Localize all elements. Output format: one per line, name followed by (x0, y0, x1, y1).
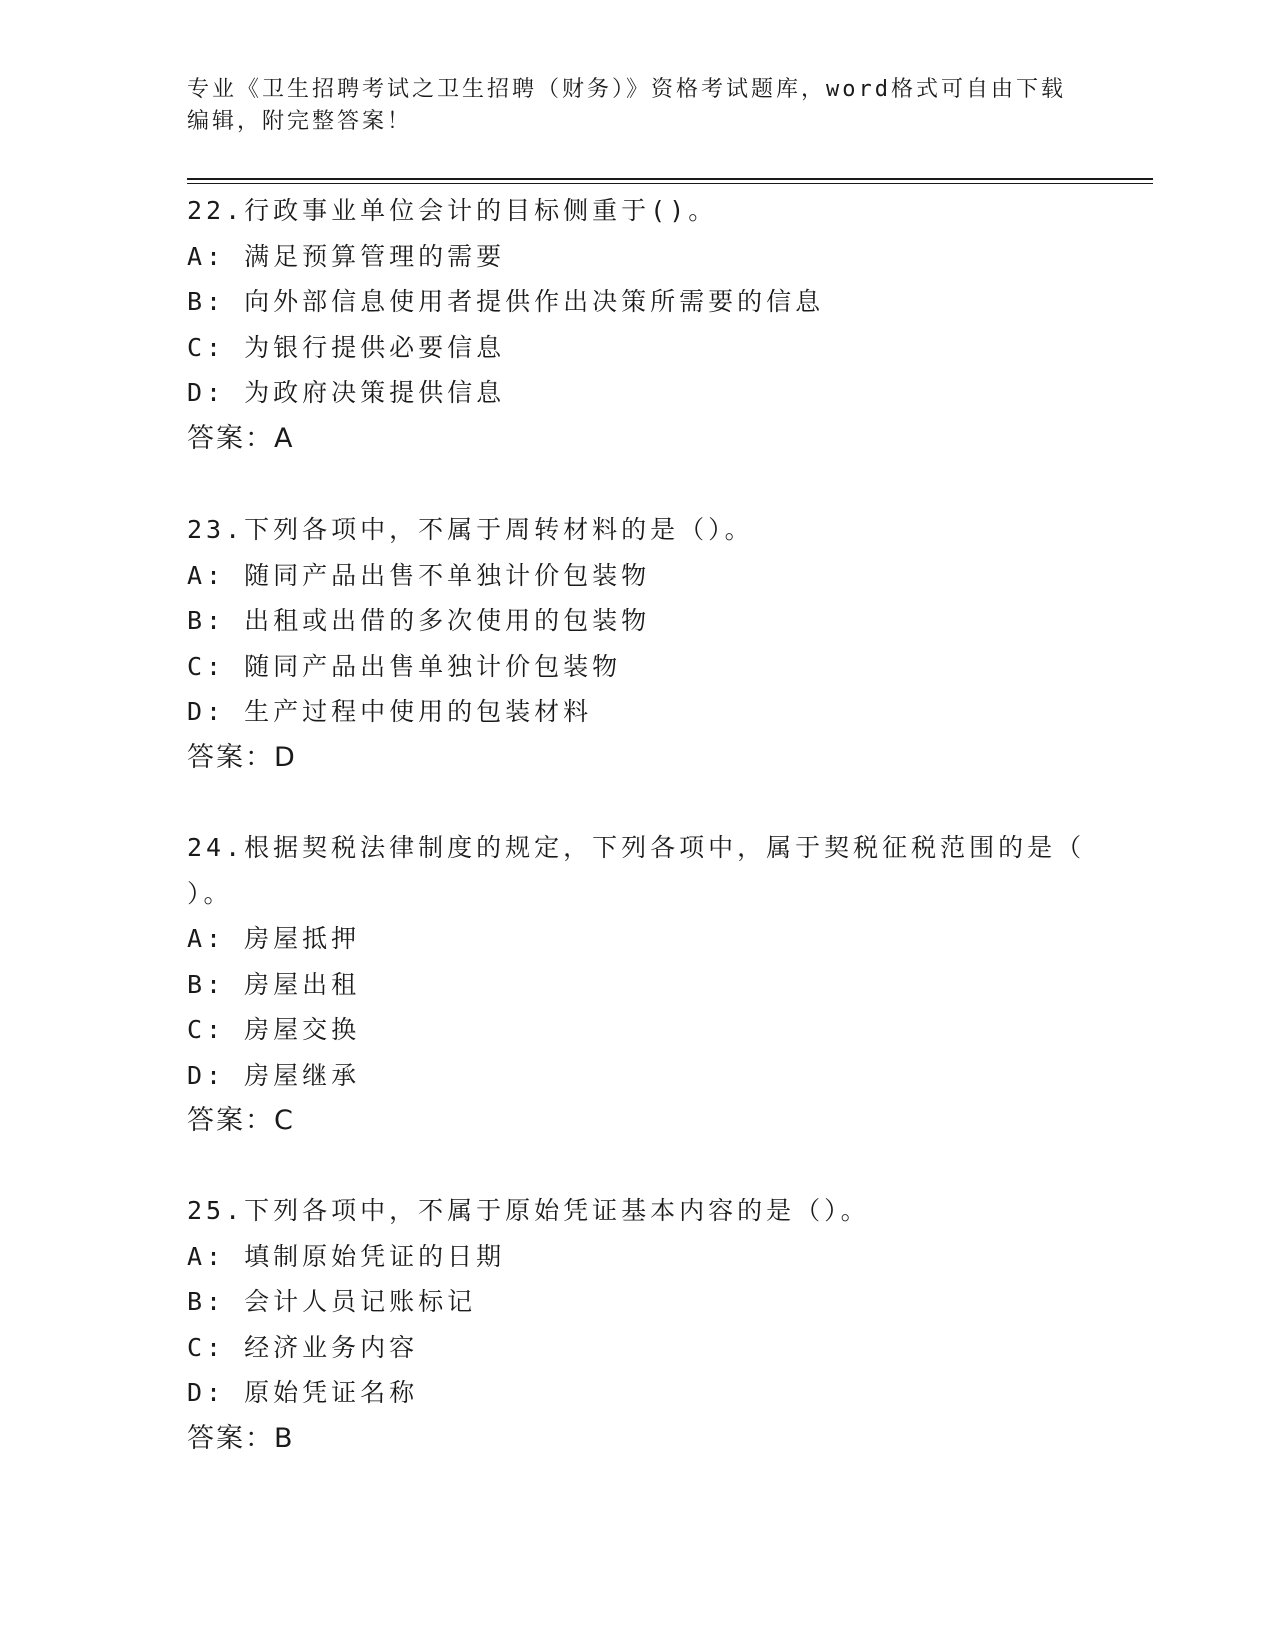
question-stem: 22.行政事业单位会计的目标侧重于()。 (187, 196, 718, 225)
option-b: B: 房屋出租 (187, 969, 361, 999)
answer-line: 答案：C (187, 1105, 295, 1136)
header-divider-thick (187, 178, 1153, 180)
header-divider-thin (187, 183, 1153, 184)
question-23 (187, 507, 1087, 780)
option-d: D: 房屋继承 (187, 1060, 361, 1090)
option-c: C: 随同产品出售单独计价包装物 (187, 651, 622, 681)
option-a: A: 随同产品出售不单独计价包装物 (187, 560, 651, 590)
question-22 (187, 188, 1087, 461)
option-a: A: 房屋抵押 (187, 924, 361, 953)
question-24 (187, 825, 1087, 1144)
document-header (187, 74, 1087, 138)
option-a: A: 填制原始凭证的日期 (187, 1241, 506, 1271)
question-stem: 23.下列各项中，不属于周转材料的是（）。 (187, 515, 754, 544)
option-a: A: 满足预算管理的需要 (187, 241, 506, 271)
option-d: D: 原始凭证名称 (187, 1378, 419, 1407)
answer-line: 答案：D (187, 741, 297, 773)
answer-line: 答案：A (187, 422, 295, 454)
option-d: D: 为政府决策提供信息 (187, 378, 506, 407)
option-b: B: 会计人员记账标记 (187, 1287, 477, 1316)
question-stem: 24.根据契税法律制度的规定，下列各项中，属于契税征税范围的是（ (187, 833, 1086, 862)
header-line-1: 专业《卫生招聘考试之卫生招聘（财务）》资格考试题库，word格式可自由下载 (187, 77, 1066, 102)
option-c: C: 房屋交换 (187, 1015, 361, 1044)
question-25 (187, 1188, 1087, 1461)
question-stem-continued: ）。 (187, 878, 233, 908)
header-line-2: 编辑，附完整答案！ (187, 109, 413, 134)
answer-line: 答案：B (187, 1422, 295, 1454)
option-c: C: 为银行提供必要信息 (187, 332, 506, 362)
question-stem: 25.下列各项中，不属于原始凭证基本内容的是（）。 (187, 1196, 870, 1225)
option-b: B: 向外部信息使用者提供作出决策所需要的信息 (187, 287, 825, 316)
option-d: D: 生产过程中使用的包装材料 (187, 697, 593, 726)
option-b: B: 出租或出借的多次使用的包装物 (187, 606, 651, 635)
option-c: C: 经济业务内容 (187, 1332, 419, 1362)
